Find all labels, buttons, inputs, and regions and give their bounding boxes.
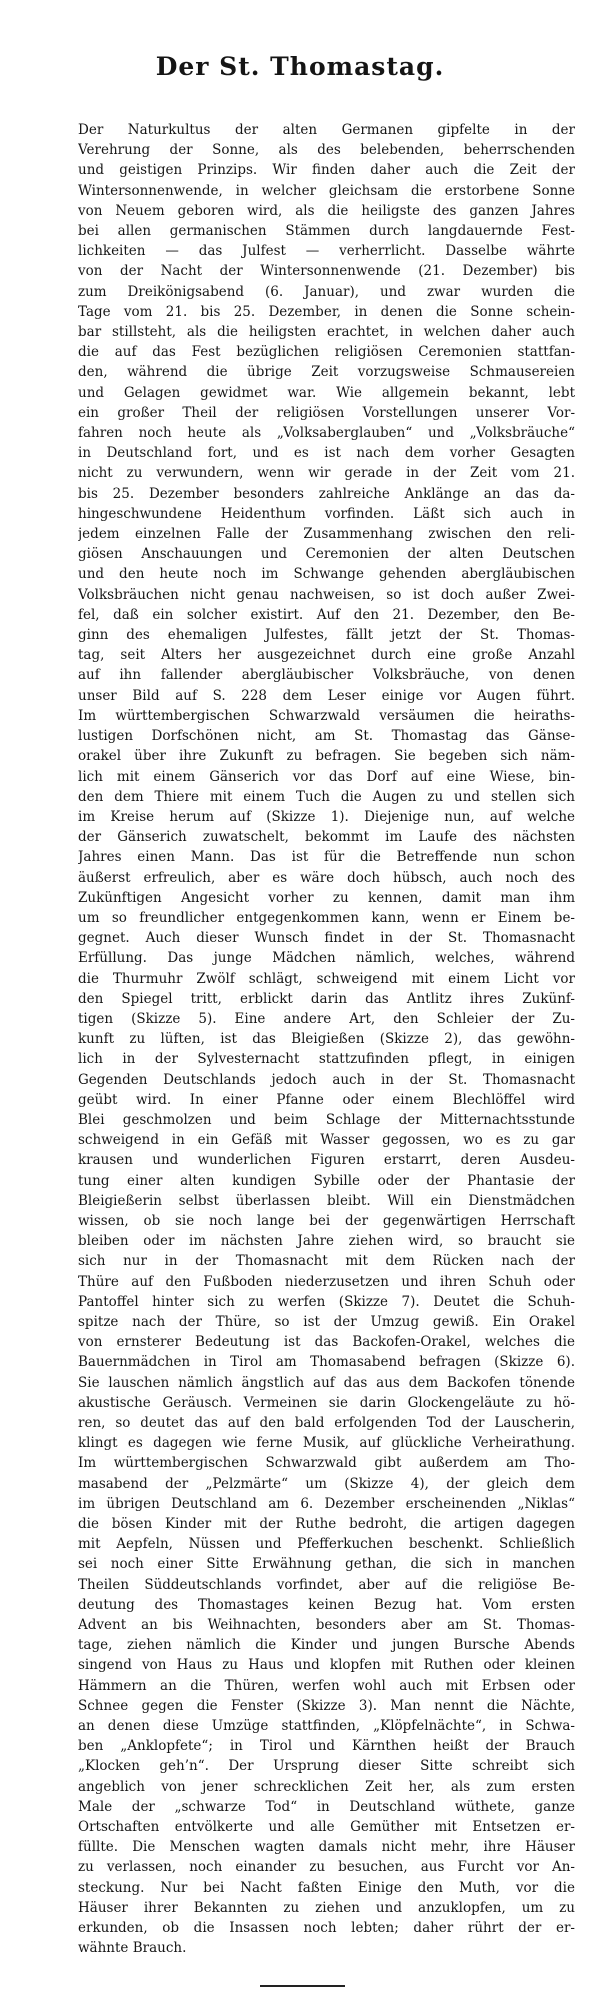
text-line: im übrigen Deutschland am 6. Dezember erscheinenden „Niklas“ [78,1495,575,1512]
text-line: Erfüllung. Das junge Mädchen nämlich, welches, während [78,950,575,967]
text-line: füllte. Die Menschen wagten damals nicht mehr, ihre Häuser [78,1839,575,1856]
text-line: wissen, ob sie noch lange bei der gegenwärtigen Herrschaft [78,1212,575,1229]
text-line: Theilen Süddeutschlands vorfindet, aber auf die religiöse Be- [78,1576,575,1593]
text-line: auf ihn fallender abergläubischer Volksbräuche, von denen [78,667,575,684]
text-line: bleiben oder im nächsten Jahre ziehen wird, so braucht sie [78,1233,575,1250]
text-line: masabend der „Pelzmärte“ um (Skizze 4), der gleich dem [78,1475,575,1492]
text-line: jedem einzelnen Falle der Zusammenhang zwischen den reli- [78,526,575,543]
text-line: tage, ziehen nämlich die Kinder und jungen Bursche Abends [78,1637,575,1654]
text-line: gegnet. Auch dieser Wunsch findet in der St. Thomasnacht [78,930,575,947]
text-line: mit Aepfeln, Nüssen und Pfefferkuchen beschenkt. Schließlich [78,1536,575,1553]
text-line: an denen diese Umzüge stattfinden, „Klöpfelnächte“, in Schwa- [78,1718,575,1735]
text-line: zu verlassen, noch einander zu besuchen, aus Furcht vor An- [78,1859,575,1876]
text-line: orakel über ihre Zukunft zu befragen. Sie begeben sich näm- [78,748,575,765]
text-line: Bleigießerin selbst überlassen bleibt. Will ein Dienstmädchen [78,1192,575,1209]
text-line: tigen (Skizze 5). Eine andere Art, den Schleier der Zu- [78,1010,575,1027]
text-line: lich mit einem Gänserich vor das Dorf auf eine Wiese, bin- [78,768,575,785]
text-line: Volksbräuchen nicht genau nachweisen, so ist doch außer Zwei- [78,586,575,603]
text-line: Im württembergischen Schwarzwald gibt außerdem am Tho- [78,1455,575,1472]
text-line: ben „Anklopfete“; in Tirol und Kärnthen heißt der Brauch [78,1738,575,1755]
text-line: „Klocken geh’n“. Der Ursprung dieser Sitte schreibt sich [78,1758,575,1775]
text-line: von Neuem geboren wird, als die heiligste des ganzen Jahres [78,202,575,219]
text-line: Der Naturkultus der alten Germanen gipfelte in der [78,122,575,138]
text-line: erkunden, ob die Insassen noch lebten; daher rührt der er- [78,1920,575,1937]
text-line: Thüre auf den Fußboden niederzusetzen und ihren Schuh oder [78,1273,575,1290]
text-line: Blei geschmolzen und beim Schlage der Mitternachtsstunde [78,1111,575,1128]
text-line: und geistigen Prinzips. Wir finden daher auch die Zeit der [78,162,575,179]
text-line: tag, seit Alters her ausgezeichnet durch eine große Anzahl [78,647,575,664]
text-line: Bauernmädchen in Tirol am Thomasabend befragen (Skizze 6). [78,1354,575,1371]
text-line: singend von Haus zu Haus und klopfen mit Ruthen oder kleinen [78,1657,575,1674]
text-line: unser Bild auf S. 228 dem Leser einige vor Augen führt. [78,687,575,704]
text-line: deutung des Thomastages keinen Bezug hat. Vom ersten [78,1596,575,1613]
text-line: lustigen Dorfschönen nicht, am St. Thomastag das Gänse- [78,728,575,745]
text-line: den Spiegel tritt, erblickt darin das Antlitz ihres Zukünf- [78,990,575,1007]
text-line: von ernsterer Bedeutung ist das Backofen-Orakel, welches die [78,1334,575,1351]
text-line: fel, daß ein solcher existirt. Auf den 21. Dezember, den Be- [78,606,575,623]
text-line: krausen und wunderlichen Figuren erstarrt, deren Ausdeu- [78,1152,575,1169]
text-line: die bösen Kinder mit der Ruthe bedroht, die artigen dagegen [78,1516,575,1533]
text-line: bei allen germanischen Stämmen durch langdauernde Fest- [78,223,575,240]
text-line: die Thurmuhr Zwölf schlägt, schweigend mit einem Licht vor [78,970,575,987]
text-line: lichkeiten — das Julfest — verherrlicht. Dasselbe währte [78,243,575,260]
text-line: Advent an bis Weihnachten, besonders aber am St. Thomas- [78,1617,575,1634]
text-line: Tage vom 21. bis 25. Dezember, in denen die Sonne schein- [78,303,575,320]
text-line: Ortschaften entvölkerte und alle Gemüther mit Entsetzen er- [78,1819,575,1836]
text-line: steckung. Nur bei Nacht faßten Einige den Muth, vor die [78,1879,575,1896]
text-line: wähnte Brauch. [78,1940,187,1957]
text-line: klingt es dagegen wie ferne Musik, auf glückliche Verheirathung. [78,1435,575,1452]
text-line: äußerst erfreulich, aber es wäre doch hübsch, auch noch des [78,869,575,886]
text-line: Hämmern an die Thüren, werfen wohl auch mit Erbsen oder [78,1677,575,1694]
text-line: die auf das Fest bezüglichen religiösen Ceremonien stattfan- [78,344,575,361]
text-line: akustische Geräusch. Vermeinen sie darin Glockengeläute zu hö- [78,1394,575,1411]
text-line: angeblich von jener schrecklichen Zeit her, als zum ersten [78,1778,575,1795]
text-line: hingeschwundene Heidenthum vorfinden. Läßt sich auch in [78,505,575,522]
end-rule [260,1985,345,1987]
text-line: giösen Anschauungen und Ceremonien der alten Deutschen [78,546,575,563]
text-line: nicht zu verwundern, wenn wir gerade in der Zeit vom 21. [78,465,575,482]
text-line: geübt wird. In einer Pfanne oder einem Blechlöffel wird [78,1091,575,1108]
text-line: Zukünftigen Angesicht vorher zu kennen, damit man ihm [78,889,575,906]
text-line: Sie lauschen nämlich ängstlich auf das aus dem Backofen tönende [78,1374,575,1391]
text-line: tung einer alten kundigen Sybille oder der Phantasie der [78,1172,575,1189]
text-line: fahren noch heute als „Volksaberglauben“ und „Volksbräuche“ [78,425,575,442]
text-line: und Gelagen gewidmet war. Wie allgemein bekannt, lebt [78,384,575,401]
text-line: der Gänserich zuwatschelt, bekommt im Laufe des nächsten [78,829,575,846]
text-line: zum Dreikönigsabend (6. Januar), und zwar wurden die [78,283,575,300]
text-line: den dem Thiere mit einem Tuch die Augen zu und stellen sich [78,788,575,805]
text-line: Wintersonnenwende, in welcher gleichsam die erstorbene Sonne [78,182,575,199]
text-line: sich nur in der Thomasnacht mit dem Rücken nach der [78,1253,575,1270]
text-line: Pantoffel hinter sich zu werfen (Skizze 7). Deutet die Schuh- [78,1293,575,1310]
text-line: ren, so deutet das auf den bald erfolgenden Tod der Lauscherin, [78,1415,575,1431]
text-line: bar stillsteht, als die heiligsten erachtet, in welchen daher auch [78,324,575,341]
text-line: Gegenden Deutschlands jedoch auch in der St. Thomasnacht [78,1071,575,1088]
text-line: schweigend in ein Gefäß mit Wasser gegossen, wo es zu gar [78,1132,575,1149]
article-title: Der St. Thomastag. [155,52,445,81]
article-body [78,120,575,1958]
text-line: um so freundlicher entgegenkommen kann, wenn er Einem be- [78,909,575,926]
text-line: Verehrung der Sonne, als des belebenden, beherrschenden [78,142,575,159]
text-line: spitze nach der Thüre, so ist der Umzug gewiß. Ein Orakel [78,1313,575,1330]
text-line: lich in der Sylvesternacht stattzufinden pflegt, in einigen [78,1051,575,1068]
text-line: sei noch einer Sitte Erwähnung gethan, die sich in manchen [78,1556,575,1573]
text-line: Im württembergischen Schwarzwald versäumen die heiraths- [78,707,575,724]
text-line: und den heute noch im Schwange gehenden abergläubischen [78,566,575,583]
text-line: den, während die übrige Zeit vorzugsweise Schmausereien [78,364,575,381]
text-line: Jahres einen Mann. Das ist für die Betreffende nun schon [78,849,575,866]
text-line: in Deutschland fort, und es ist nach dem vorher Gesagten [78,445,575,462]
text-line: ein großer Theil der religiösen Vorstellungen unserer Vor- [78,404,575,421]
text-line: im Kreise herum auf (Skizze 1). Diejenige nun, auf welche [78,808,575,825]
text-line: ginn des ehemaligen Julfestes, fällt jetzt der St. Thomas- [78,627,575,644]
text-line: bis 25. Dezember besonders zahlreiche Anklänge an das da- [78,485,575,502]
text-line: Male der „schwarze Tod“ in Deutschland wüthete, ganze [78,1798,575,1815]
text-line: von der Nacht der Wintersonnenwende (21. Dezember) bis [78,263,575,280]
text-line: kunft zu lüften, ist das Bleigießen (Skizze 2), das gewöhn- [78,1031,575,1048]
text-line: Häuser ihrer Bekannten zu ziehen und anzuklopfen, um zu [78,1899,575,1916]
text-line: Schnee gegen die Fenster (Skizze 3). Man nennt die Nächte, [78,1697,575,1714]
